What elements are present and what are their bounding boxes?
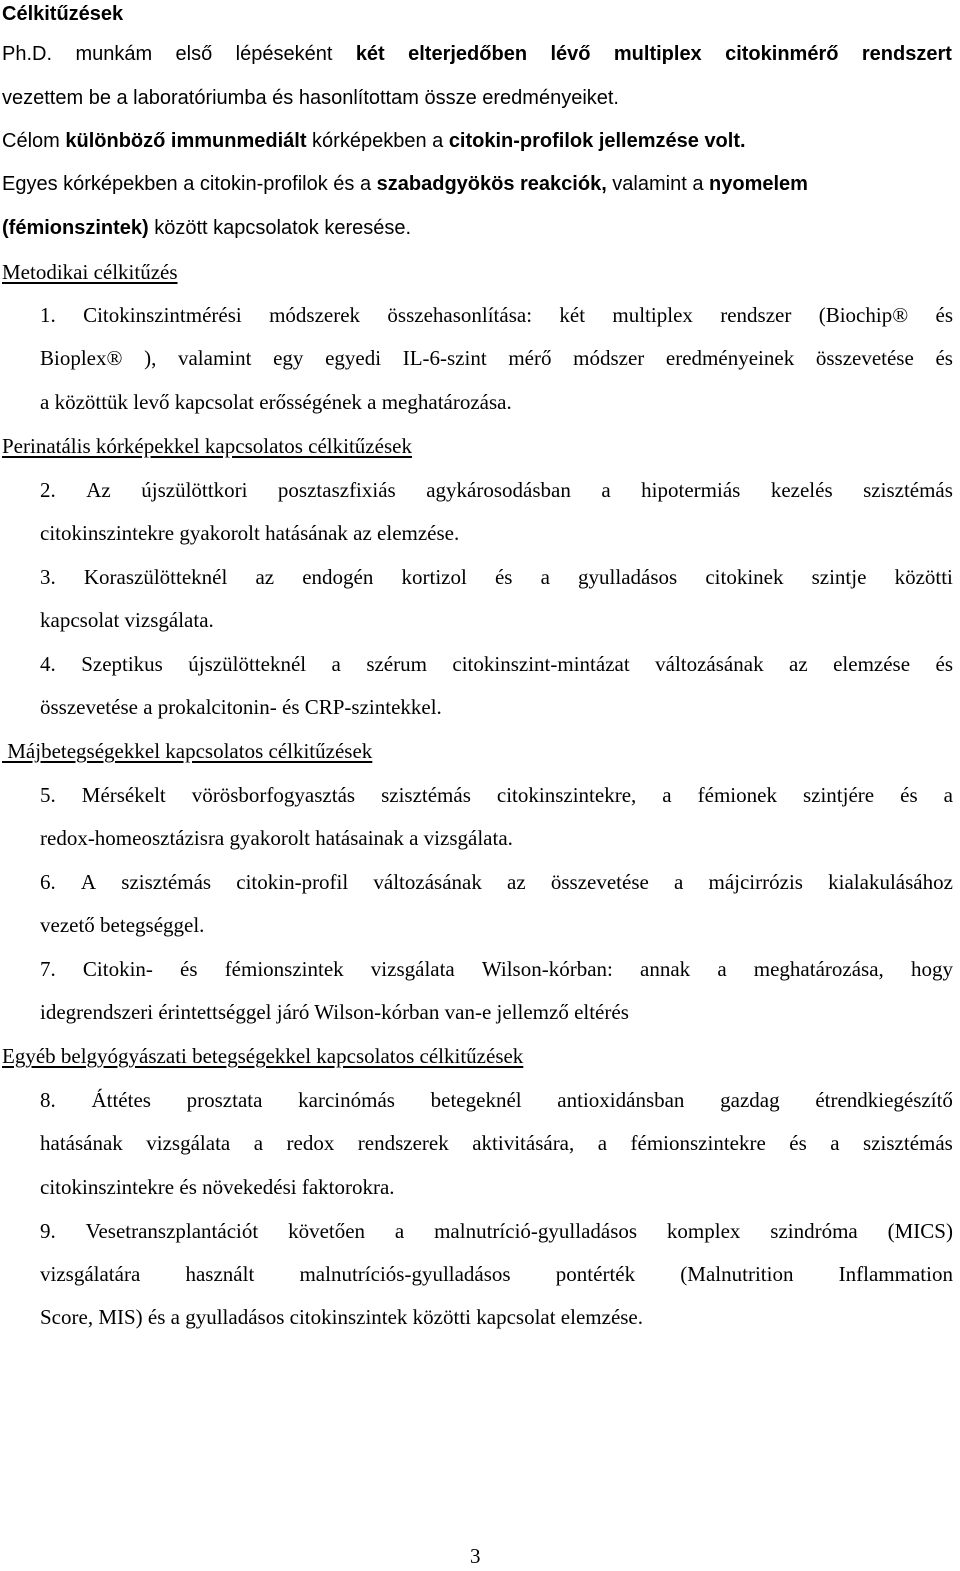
intro-search-line-2: (fémionszintek) között kapcsolatok keresése. [2,217,412,239]
word: 5. [40,783,56,807]
word: gyulladásos [578,565,678,589]
word: aktivitására, [472,1131,575,1155]
word: összevetése [815,346,914,370]
word: a [540,565,550,589]
word: használt [185,1262,255,1286]
intro-aim: Célom különböző immunmediált kórképekben a citokin-profilok jellemzése volt. [2,130,746,152]
word: fémionszintek [224,957,344,981]
word: Áttétes [91,1088,151,1112]
section-heading-liver: Májbetegségekkel kapcsolatos célkitűzések [2,739,373,763]
goal-9-line-1 [40,1221,953,1242]
word: 7. [40,957,56,981]
word: (Malnutrition [680,1262,794,1286]
word: 8. [40,1088,56,1112]
word: komplex [666,1219,741,1243]
word: fémionek [697,783,777,807]
page-title: Célkitűzések [2,3,124,25]
word: karcinómás [298,1088,395,1112]
word: a [943,783,953,807]
goal-7-line-1 [40,959,953,980]
word: citokinszint-mintázat [452,652,630,676]
word: étrendkiegészítő [815,1088,953,1112]
goal-8-line-3: citokinszintekre és növekedési faktorokra. [40,1175,395,1199]
word: összevetése [550,870,649,894]
goal-9-line-3: Score, MIS) és a gyulladásos citokinszintek közötti kapcsolat elemzése. [40,1305,644,1329]
word: A [80,870,97,894]
word: összehasonlítása: [387,303,533,327]
goal-8-line-2 [40,1133,953,1154]
word: újszülöttkori [141,478,248,502]
section-heading-methodology: Metodikai célkitűzés [2,260,178,284]
page-number: 3 [470,1544,481,1568]
goal-4-line-1 [40,654,953,675]
section-heading-perinatal: Perinatális kórképekkel kapcsolatos célkitűzések [2,434,412,458]
word: első [175,43,213,65]
goal-3-line-1 [40,567,953,588]
word: gazdag [720,1088,780,1112]
word: betegeknél [430,1088,522,1112]
word: citokinmérő [725,43,839,65]
word: malnutríció-gyulladásos [434,1219,638,1243]
word: eredményeinek [665,346,795,370]
word: citokinek [705,565,784,589]
word: szisztémás [381,783,471,807]
word: a [662,783,672,807]
word: hipotermiás [641,478,741,502]
word: prosztata [186,1088,263,1112]
word: hogy [910,957,953,981]
goal-1-line-1 [40,305,953,326]
word: rendszerek [357,1131,449,1155]
goal-6-line-2: vezető betegséggel. [40,913,205,937]
goal-1-line-3: a közöttük levő kapcsolat erősségének a meghatározása. [40,390,512,414]
goal-8-line-1 [40,1090,953,1111]
section-heading-internal-medicine: Egyéb belgyógyászati betegségekkel kapcsolatos célkitűzések [2,1044,524,1068]
word: a [830,1131,840,1155]
word: az [255,565,275,589]
word: 3. [40,565,56,589]
word: a [394,1219,405,1243]
intro-line-2: vezettem be a laboratóriumba és hasonlítottam össze eredményeiket. [2,87,619,109]
word: antioxidánsban [557,1088,685,1112]
word: 9. [40,1219,56,1243]
word: Koraszülötteknél [83,565,228,589]
word: a [253,1131,264,1155]
word: Mérsékelt [81,783,166,807]
word: Wilson-kórban: [481,957,613,981]
word: Vesetranszplantációt [85,1219,259,1243]
word: vizsgálata [146,1131,231,1155]
word: a [717,957,727,981]
word: szisztémás [121,870,212,894]
goal-5-line-2: redox-homeosztázisra gyakorolt hatásainak a vizsgálata. [40,826,513,850]
goal-4-line-2: összevetése a prokalcitonin- és CRP-szintekkel. [40,695,442,719]
word: szisztémás [863,478,953,502]
word: 4. [40,652,56,676]
word: multiplex [612,303,693,327]
word: és [180,957,198,981]
word: multiplex [613,43,702,65]
word: egyedi [325,346,382,370]
word: hatásának [40,1131,123,1155]
word: annak [640,957,691,981]
goal-5-line-1 [40,785,953,806]
goal-3-line-2: kapcsolat vizsgálata. [40,608,214,632]
word: vörösborfogyasztás [191,783,356,807]
word: szintjére [802,783,875,807]
word: és [494,565,513,589]
word: redox [286,1131,335,1155]
word: lépéseként [235,43,333,65]
word: citokinszintekre, [496,783,637,807]
word: a [597,1131,608,1155]
word: citokin-profil [236,870,349,894]
word: (MICS) [887,1219,953,1243]
word: két [355,43,385,65]
word: Citokinszintmérési [83,303,242,327]
word: Ph.D. [2,43,53,65]
word: rendszer [720,303,792,327]
word: vizsgálata [370,957,455,981]
word: változásának [373,870,482,894]
word: és [935,346,953,370]
word: és [900,783,918,807]
word: Szeptikus [81,652,163,676]
intro-line-1 [2,44,952,64]
word: lévő [550,43,591,65]
word: Inflammation [838,1262,953,1286]
word: posztaszfixiás [277,478,396,502]
word: 1. [40,303,56,327]
word: és [789,1131,807,1155]
word: elemzése [833,652,911,676]
word: szisztémás [863,1131,953,1155]
word: a [601,478,611,502]
word: közötti [894,565,953,589]
word: meghatározása, [753,957,884,981]
word: ), [144,346,157,370]
word: az [789,652,808,676]
word: a [331,652,341,676]
word: egy [273,346,304,370]
goal-2-line-2: citokinszintekre gyakorolt hatásának az elemzése. [40,521,460,545]
word: rendszert [861,43,952,65]
word: munkám [75,43,153,65]
word: Citokin- [82,957,153,981]
word: 2. [40,478,56,502]
word: mérő [508,346,552,370]
word: májcirrózis [708,870,803,894]
word: két [559,303,586,327]
word: a [674,870,684,894]
word: malnutríciós-gyulladásos [299,1262,511,1286]
word: kialakulásához [828,870,953,894]
word: szindróma [770,1219,858,1243]
word: és [935,652,953,676]
word: Bioplex® [40,346,123,370]
word: elterjedőben [408,43,528,65]
word: endogén [302,565,374,589]
word: és [935,303,953,327]
word: fémionszintekre [630,1131,766,1155]
word: szintje [811,565,867,589]
word: pontérték [555,1262,636,1286]
goal-7-line-2: idegrendszeri érintettséggel járó Wilson-kórban van-e jellemző eltérés [40,1000,629,1024]
goal-2-line-1 [40,480,953,501]
word: agykárosodásban [426,478,571,502]
word: követően [288,1219,366,1243]
word: változásának [655,652,764,676]
intro-search-line-1: Egyes kórképekben a citokin-profilok és a szabadgyökös reakciók, valamint a nyomelem [2,173,808,195]
word: az [507,870,526,894]
word: vizsgálatára [40,1262,141,1286]
word: újszülötteknél [188,652,307,676]
goal-9-line-2 [40,1264,953,1285]
word: kortizol [401,565,467,589]
word: kezelés [770,478,833,502]
word: valamint [177,346,252,370]
goal-1-line-2 [40,348,953,369]
word: IL-6-szint [402,346,487,370]
word: szérum [366,652,427,676]
goal-6-line-1 [40,872,953,893]
word: 6. [40,870,56,894]
word: módszer [573,346,645,370]
word: (Biochip® [818,303,909,327]
word: Az [86,478,111,502]
word: módszerek [269,303,361,327]
